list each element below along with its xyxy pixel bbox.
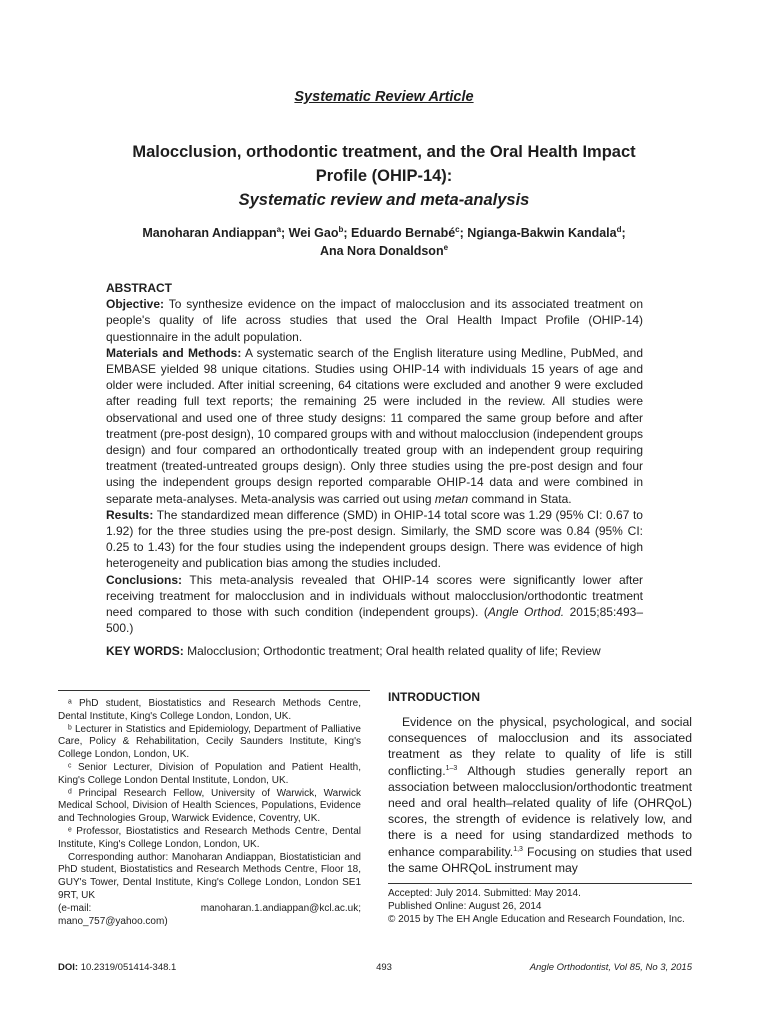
paper-title xyxy=(90,140,678,212)
intro-text: Focusing on studies that used the same OHRQoL instrument may xyxy=(388,844,692,875)
abstract xyxy=(106,280,643,636)
author-name: Ngianga-Bakwin Kandala xyxy=(467,226,617,240)
citation-journal: Angle Orthod. xyxy=(487,605,565,620)
methods-text-end: command in Stata. xyxy=(471,491,572,506)
abstract-conclusions xyxy=(106,572,643,637)
footnote: ᵈ Principal Research Fellow, University of Warwick, Warwick Medical School, Division of Health Sciences, Populations, Evidence and Technologies Group, Warwick Evidence, Coventry, UK. xyxy=(58,787,361,825)
article-type: Systematic Review Article xyxy=(294,89,474,105)
affiliation-marker: e xyxy=(443,242,449,252)
affiliation-marker: c xyxy=(455,224,460,234)
page-number: 493 xyxy=(376,962,392,973)
author-line-1: Manoharan Andiappan$^a$; Wei Gao$^b$; Eduardo Bernabé$^c$; Ngianga-Bakwin Kandala$^d$; xyxy=(142,224,626,240)
affiliation-marker: b xyxy=(338,224,344,234)
title-line-2: Profile (OHIP-14): xyxy=(315,167,453,185)
keywords-label: KEY WORDS: xyxy=(106,644,184,658)
footnote: ᵇ Lecturer in Statistics and Epidemiology, Department of Palliative Care, Policy & Rehabilitation, Cecily Saunders Institute, King's College London, London, UK. xyxy=(58,723,361,761)
published-date: Published Online: August 26, 2014 xyxy=(388,900,542,912)
author-name: Ana Nora Donaldson xyxy=(319,244,444,258)
methods-command: metan xyxy=(434,491,469,506)
citation-ref: 1–3 xyxy=(445,764,458,772)
objective-text: To synthesize evidence on the impact of malocclusion and its associated treatment on people's quality of life across studies that used the Oral Health Impact Profile (OHIP-14) questionnaire in the adult population. xyxy=(106,297,643,344)
introduction-paragraph xyxy=(388,714,692,876)
author-list xyxy=(90,224,678,260)
conclusions-text: This meta-analysis revealed that OHIP-14 scores were significantly lower after receiving treatment for malocclusion and in individuals without malocclusion/orthodontic treatment need compared to those with such condition (independent groups). ( xyxy=(106,572,643,620)
methods-text: A systematic search of the English literature using Medline, PubMed, and EMBASE yielded 98 unique citations. Studies using OHIP-14 with individuals 15 years of age and older were included. After initial screening, 64 citations were excluded and another 9 were excluded after reading full text reports; the remaining 25 were included in the review. All studies were observational and used one of three study designs: 11 compared the same group before and after treatment (pre-post design), 10 compared groups with and without malocclusion (independent groups design) and four compared an orthodontically treated group with an independent group requiring treatment (treated-untreated groups design). Only three studies using the pre-post design and four using the independent groups design reported comparable OHIP-14 data and were combined in separate meta-analyses. Meta-analysis was carried out using xyxy=(106,345,643,506)
footnote: ᵉ Professor, Biostatistics and Research Methods Centre, Dental Institute, King's College London, London, UK. xyxy=(58,825,361,850)
abstract-heading: ABSTRACT xyxy=(106,281,172,295)
footnote: ᵃ PhD student, Biostatistics and Research Methods Centre, Dental Institute, King's College London, London, UK. xyxy=(58,698,361,722)
author-line-2 xyxy=(90,242,678,260)
abstract-objective xyxy=(106,296,643,345)
citation-detail: 2015;85:493–500.) xyxy=(106,605,643,636)
corresponding-author: Corresponding author: Manoharan Andiappan, Biostatistician and PhD student, Biostatistics and Research Methods Centre, Floor 18, GUY's Tower, Dental Institute, King's College London, London SE1 9RT, UK xyxy=(58,851,361,901)
citation-ref: 1,3 xyxy=(513,845,523,853)
affiliation-footnotes xyxy=(58,698,361,928)
corresponding-email: (e-mail: manoharan.1.andiappan@kcl.ac.uk; mano_757@yahoo.com) xyxy=(58,902,361,927)
doi-label: DOI: xyxy=(58,962,79,973)
objective-label: Objective: xyxy=(106,297,165,312)
author-name: Eduardo Bernabé xyxy=(350,226,456,240)
abstract-results xyxy=(106,507,643,572)
methods-label: Materials and Methods: xyxy=(106,345,242,360)
author-name: Wei Gao xyxy=(288,226,339,240)
results-label: Results: xyxy=(106,507,154,522)
article-history xyxy=(388,888,692,926)
affiliation-marker: d xyxy=(616,224,622,234)
doi-value: 10.2319/051414-348.1 xyxy=(80,962,177,973)
journal-citation: Angle Orthodontist, Vol 85, No 3, 2015 xyxy=(529,962,692,973)
intro-text: Although studies generally report an association between malocclusion/orthodontic treatment need and oral health–related quality of life (OHRQoL) scores, the strength of evidence is relatively low, and there is a need for using standardized methods to enhance comparability. xyxy=(388,763,692,859)
accepted-date: Accepted: July 2014. Submitted: May 2014. xyxy=(388,888,581,899)
introduction-heading: INTRODUCTION xyxy=(388,690,480,704)
footnote-divider xyxy=(58,690,370,691)
copyright: © 2015 by The EH Angle Education and Research Foundation, Inc. xyxy=(388,913,685,925)
title-line-1: Malocclusion, orthodontic treatment, and the Oral Health Impact xyxy=(132,143,636,161)
conclusions-label: Conclusions: xyxy=(106,572,183,587)
title-subtitle: Systematic review and meta-analysis xyxy=(238,191,530,209)
author-name: Manoharan Andiappan xyxy=(142,226,277,240)
keywords-text: Malocclusion; Orthodontic treatment; Oral health related quality of life; Review xyxy=(187,644,601,658)
intro-text: Evidence on the physical, psychological, and social consequences of malocclusion and its associated treatment as they relate to quality of life is still conflicting. xyxy=(388,715,692,778)
affiliation-marker: a xyxy=(276,224,282,234)
keywords xyxy=(106,643,666,659)
history-divider xyxy=(388,883,692,884)
results-text: The standardized mean difference (SMD) in OHIP-14 total score was 1.29 (95% CI: 0.67 to 1.92) for the three studies using the pre-post design. Similarly, the SMD score was 0.84 (95% CI: 0.25 to 1.43) for the four studies using the independent groups design. There was evidence of high heterogeneity and publication bias among the studies included. xyxy=(106,507,643,571)
footnote: ᶜ Senior Lecturer, Division of Population and Patient Health, King's College London Dental Institute, London, UK. xyxy=(58,761,361,786)
abstract-methods xyxy=(106,345,643,507)
